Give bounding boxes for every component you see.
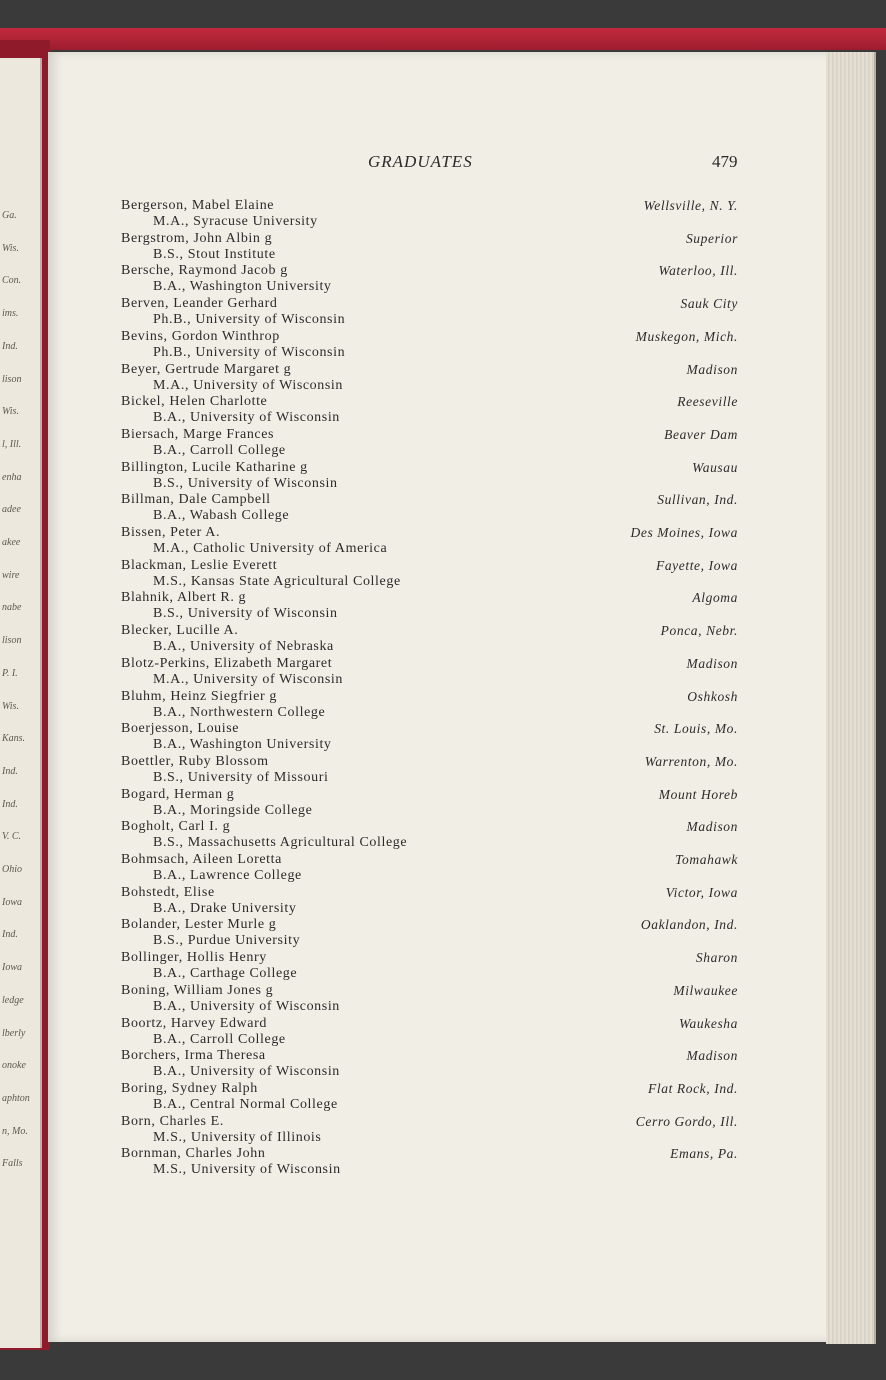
- graduate-degree: M.S., Kansas State Agricultural College: [153, 573, 401, 589]
- graduate-entry: [0, 1114, 886, 1147]
- facing-page-fragment: V. C.: [2, 831, 21, 843]
- graduate-entry: [0, 460, 886, 493]
- graduate-degree: B.A., University of Wisconsin: [153, 998, 340, 1014]
- graduate-hometown: Sullivan, Ind.: [657, 492, 738, 508]
- facing-page-fragment: aphton: [2, 1092, 30, 1104]
- graduate-name: Boring, Sydney Ralph: [121, 1080, 258, 1096]
- graduate-hometown: Wellsville, N. Y.: [643, 198, 738, 213]
- graduate-degree: B.A., Lawrence College: [153, 868, 302, 883]
- graduate-entry: [0, 787, 886, 820]
- facing-page-fragment: Ind.: [2, 765, 18, 777]
- graduate-degree: B.A., University of Nebraska: [153, 639, 334, 655]
- graduate-name: Billington, Lucile Katharine g: [121, 459, 308, 475]
- graduate-name: Boortz, Harvey Edward: [121, 1015, 267, 1031]
- graduate-hometown: Sharon: [695, 950, 738, 966]
- graduate-entry: [0, 656, 886, 689]
- graduate-name: Blahnik, Albert R. g: [121, 590, 247, 606]
- graduate-entry: [0, 427, 886, 460]
- graduate-hometown: Fayette, Iowa: [655, 557, 738, 573]
- graduate-degree: M.S., University of Wisconsin: [153, 1162, 341, 1178]
- graduate-hometown: Milwaukee: [673, 982, 738, 998]
- facing-page-fragment: wire: [2, 569, 20, 581]
- page-number: 479: [712, 152, 738, 171]
- graduate-entry: [0, 558, 886, 591]
- graduate-entry: [0, 721, 886, 754]
- facing-page-fragment: Iowa: [2, 962, 22, 974]
- facing-page-fragment: P. I.: [2, 667, 18, 679]
- facing-page-fragment: Wis.: [2, 700, 19, 712]
- facing-page-fragment: Ind.: [2, 340, 18, 352]
- book-cover-edge: [0, 28, 886, 50]
- facing-page-fragment: Falls: [2, 1158, 23, 1170]
- graduate-hometown: Wausau: [692, 459, 738, 475]
- facing-page-fragment: nabe: [2, 602, 22, 614]
- facing-page-fragment: lison: [2, 635, 22, 647]
- graduate-hometown: Oshkosh: [687, 688, 738, 704]
- graduate-hometown: Des Moines, Iowa: [630, 525, 738, 540]
- graduate-degree: B.S., University of Missouri: [153, 769, 329, 785]
- graduate-hometown: Cerro Gordo, Ill.: [635, 1113, 738, 1129]
- graduate-name: Bersche, Raymond Jacob g: [121, 263, 288, 279]
- graduate-degree: B.A., Carroll College: [153, 442, 286, 458]
- graduate-entry: [0, 1048, 886, 1081]
- running-head: GRADUATES: [368, 152, 473, 171]
- graduate-name: Bogholt, Carl I. g: [121, 819, 231, 835]
- graduate-name: Borchers, Irma Theresa: [121, 1048, 266, 1064]
- graduate-hometown: Algoma: [692, 590, 738, 606]
- facing-page-fragment: adee: [2, 504, 21, 516]
- graduate-name: Bluhm, Heinz Siegfrier g: [121, 688, 277, 704]
- facing-page-fragment: ledge: [2, 994, 24, 1006]
- facing-page-fragment: Con.: [2, 275, 22, 287]
- facing-page-fragment: Ind.: [2, 798, 18, 810]
- graduate-degree: B.S., Stout Institute: [153, 246, 276, 262]
- graduate-degree: B.A., Northwestern College: [153, 704, 326, 720]
- graduate-entry: [0, 754, 886, 787]
- graduate-name: Bornman, Charles John: [121, 1146, 266, 1162]
- graduate-entry: [0, 231, 886, 264]
- graduate-degree: B.A., Wabash College: [153, 508, 290, 524]
- graduate-entry: [0, 492, 886, 525]
- graduate-entry: [0, 590, 886, 623]
- graduate-degree: B.A., Central Normal College: [153, 1096, 338, 1112]
- graduate-name: Berven, Leander Gerhard: [121, 296, 278, 312]
- facing-page-fragment: Wis.: [2, 406, 19, 418]
- facing-page-fragment: lberly: [2, 1027, 26, 1039]
- graduate-degree: B.S., Purdue University: [153, 933, 301, 949]
- graduate-degree: B.A., Carthage College: [153, 966, 298, 982]
- graduate-name: Bogard, Herman g: [121, 786, 235, 802]
- graduate-hometown: Superior: [685, 230, 738, 246]
- graduate-entry: [0, 950, 886, 983]
- graduate-hometown: Tomahawk: [675, 852, 738, 867]
- graduate-name: Beyer, Gertrude Margaret g: [121, 361, 292, 377]
- graduate-degree: M.A., University of Wisconsin: [153, 377, 344, 393]
- graduate-entry: [0, 329, 886, 362]
- graduate-entry: [0, 689, 886, 722]
- graduate-name: Billman, Dale Campbell: [121, 492, 271, 508]
- graduate-hometown: Waterloo, Ill.: [658, 263, 738, 279]
- graduate-degree: B.A., University of Wisconsin: [153, 1064, 340, 1080]
- graduate-name: Bohmsach, Aileen Loretta: [121, 852, 282, 867]
- graduate-hometown: Flat Rock, Ind.: [648, 1080, 738, 1096]
- graduate-degree: B.S., Massachusetts Agricultural College: [153, 835, 408, 851]
- graduate-name: Blotz-Perkins, Elizabeth Margaret: [121, 655, 333, 671]
- graduate-name: Born, Charles E.: [121, 1113, 224, 1129]
- graduate-hometown: Victor, Iowa: [665, 884, 738, 900]
- graduate-degree: B.A., Moringside College: [153, 802, 313, 818]
- graduate-name: Bergerson, Mabel Elaine: [121, 198, 275, 213]
- facing-page-fragment: Ind.: [2, 929, 18, 941]
- graduate-name: Boettler, Ruby Blossom: [121, 753, 269, 769]
- graduate-hometown: Oaklandon, Ind.: [640, 917, 738, 933]
- graduate-hometown: Mount Horeb: [658, 786, 738, 802]
- graduate-name: Biersach, Marge Frances: [121, 426, 275, 442]
- graduate-name: Boning, William Jones g: [121, 982, 274, 998]
- facing-page-fragment: onoke: [2, 1060, 26, 1072]
- graduate-entry: [0, 525, 886, 558]
- graduate-name: Bolander, Lester Murle g: [121, 917, 277, 933]
- graduate-degree: M.A., Catholic University of America: [153, 541, 388, 556]
- graduate-name: Blecker, Lucille A.: [121, 623, 239, 639]
- graduate-name: Bissen, Peter A.: [121, 525, 221, 540]
- graduate-entry: [0, 362, 886, 395]
- graduate-entry: [0, 1081, 886, 1114]
- graduate-degree: B.A., Washington University: [153, 737, 332, 753]
- graduate-hometown: Reeseville: [677, 394, 738, 410]
- graduate-hometown: Madison: [686, 819, 738, 835]
- graduate-hometown: Ponca, Nebr.: [660, 623, 738, 639]
- graduate-hometown: Muskegon, Mich.: [635, 328, 738, 344]
- graduate-entry: [0, 983, 886, 1016]
- facing-page-fragment: akee: [2, 537, 21, 548]
- graduate-name: Bickel, Helen Charlotte: [121, 394, 268, 410]
- facing-page-fragment: Wis.: [2, 242, 19, 254]
- graduate-entry: [0, 917, 886, 950]
- graduate-hometown: St. Louis, Mo.: [654, 721, 738, 737]
- graduate-entry: [0, 263, 886, 296]
- graduate-degree: B.A., Washington University: [153, 279, 332, 295]
- graduate-name: Bevins, Gordon Winthrop: [121, 328, 280, 344]
- graduate-hometown: Madison: [686, 361, 738, 377]
- graduate-degree: M.A., Syracuse University: [153, 214, 318, 229]
- graduate-entry: [0, 623, 886, 656]
- graduate-entry: [0, 198, 886, 231]
- graduate-entry: [0, 1016, 886, 1049]
- graduate-hometown: Warrenton, Mo.: [644, 753, 738, 769]
- graduate-hometown: Emans, Pa.: [670, 1146, 738, 1162]
- facing-page-fragment: Ohio: [2, 864, 22, 875]
- graduate-hometown: Waukesha: [678, 1015, 738, 1031]
- graduate-entry: [0, 852, 886, 885]
- facing-page-fragment: lison: [2, 373, 22, 385]
- facing-page-fragment: Kans.: [2, 733, 26, 745]
- graduate-degree: Ph.B., University of Wisconsin: [153, 312, 346, 328]
- graduate-entry: [0, 885, 886, 918]
- graduate-hometown: Beaver Dam: [664, 426, 738, 442]
- graduate-degree: M.A., University of Wisconsin: [153, 671, 344, 687]
- facing-page-fragment: enha: [2, 471, 22, 483]
- graduate-degree: Ph.B., University of Wisconsin: [153, 344, 346, 360]
- graduate-name: Boerjesson, Louise: [121, 721, 240, 737]
- facing-page-fragment: Ga.: [2, 210, 17, 221]
- graduate-degree: B.S., University of Wisconsin: [153, 606, 338, 622]
- graduate-hometown: Madison: [686, 655, 738, 671]
- graduate-name: Bohstedt, Elise: [121, 884, 215, 900]
- graduate-degree: B.A., Drake University: [153, 900, 297, 916]
- facing-page-fragment: l, Ill.: [2, 438, 22, 450]
- graduate-degree: B.A., Carroll College: [153, 1031, 286, 1047]
- graduate-name: Blackman, Leslie Everett: [121, 557, 278, 573]
- facing-page-fragment: ims.: [2, 308, 19, 320]
- graduate-degree: B.S., University of Wisconsin: [153, 475, 338, 491]
- facing-page-fragment: Iowa: [2, 896, 22, 908]
- graduate-degree: B.A., University of Wisconsin: [153, 410, 340, 426]
- graduate-entry: [0, 819, 886, 852]
- graduate-degree: M.S., University of Illinois: [153, 1129, 322, 1145]
- graduate-entry: [0, 296, 886, 329]
- facing-page-fragment: n, Mo.: [2, 1125, 28, 1137]
- graduate-entry: [0, 394, 886, 427]
- graduate-entry: [0, 1146, 886, 1179]
- graduate-hometown: Madison: [686, 1048, 738, 1064]
- graduate-name: Bergstrom, John Albin g: [121, 230, 273, 246]
- graduate-hometown: Sauk City: [680, 296, 738, 312]
- graduate-name: Bollinger, Hollis Henry: [121, 950, 267, 966]
